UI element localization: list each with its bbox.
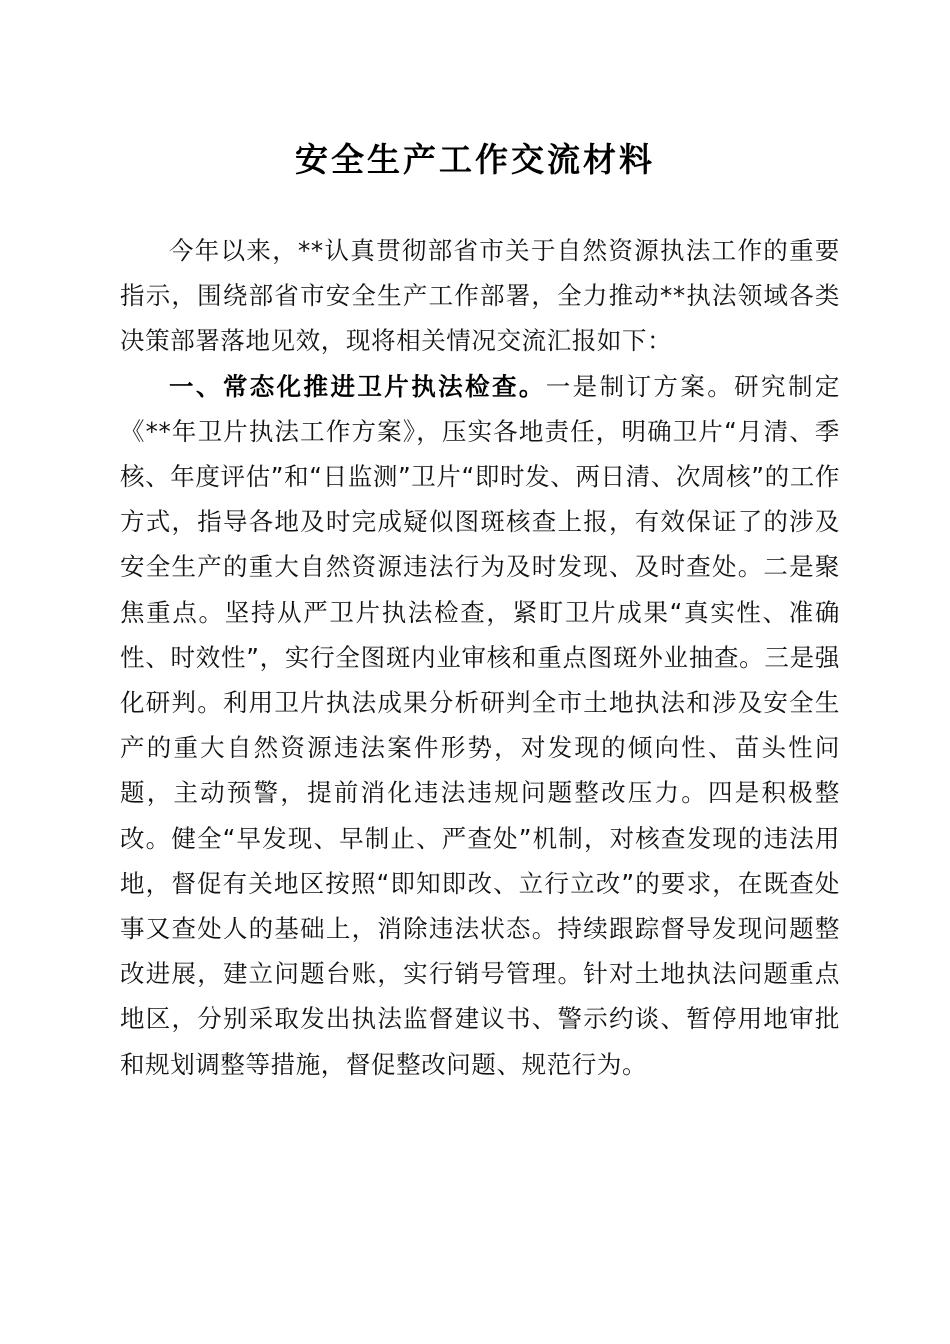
section-1-heading: 一、常态化推进卫片执法检查。 — [169, 371, 546, 401]
section-1-body: 一是制订方案。研究制定《**年卫片执法工作方案》，压实各地责任，明确卫片“月清、季核、年度评估”和“日监测”卫片“即时发、两日清、次周核”的工作方式，指导各地及时完成疑似图斑核查上报，有效保证了的涉及安全生产的重大自然资源违法行为及时发现、及时查处。二是聚焦重点。坚持从严卫片执法检查，紧盯卫片成果“真实性、准确性、时效性”，实行全图斑内业审核和重点图斑外业抽查。三是强化研判。利用卫片执法成果分析研判全市土地执法和涉及安全生产的重大自然资源违法案件形势，对发现的倾向性、苗头性问题，主动预警，提前消化违法违规问题整改压力。四是积极整改。健全“早发现、早制止、严查处”机制，对核查发现的违法用地，督促有关地区按照“即知即改、立行立改”的要求，在既查处事又查处人的基础上，消除违法状态。持续跟踪督导发现问题整改进展，建立问题台账，实行销号管理。针对土地执法问题重点地区，分别采取发出执法监督建议书、警示约谈、暂停用地审批和规划调整等措施，督促整改问题、规范行为。 — [120, 371, 840, 1079]
intro-paragraph: 今年以来，**认真贯彻部省市关于自然资源执法工作的重要指示，围绕部省市安全生产工作部署，全力推动**执法领域各类决策部署落地见效，现将相关情况交流汇报如下： — [120, 236, 840, 356]
section-1-paragraph — [120, 364, 840, 1087]
document-title: 安全生产工作交流材料 — [295, 140, 655, 179]
document-body — [120, 228, 840, 1087]
